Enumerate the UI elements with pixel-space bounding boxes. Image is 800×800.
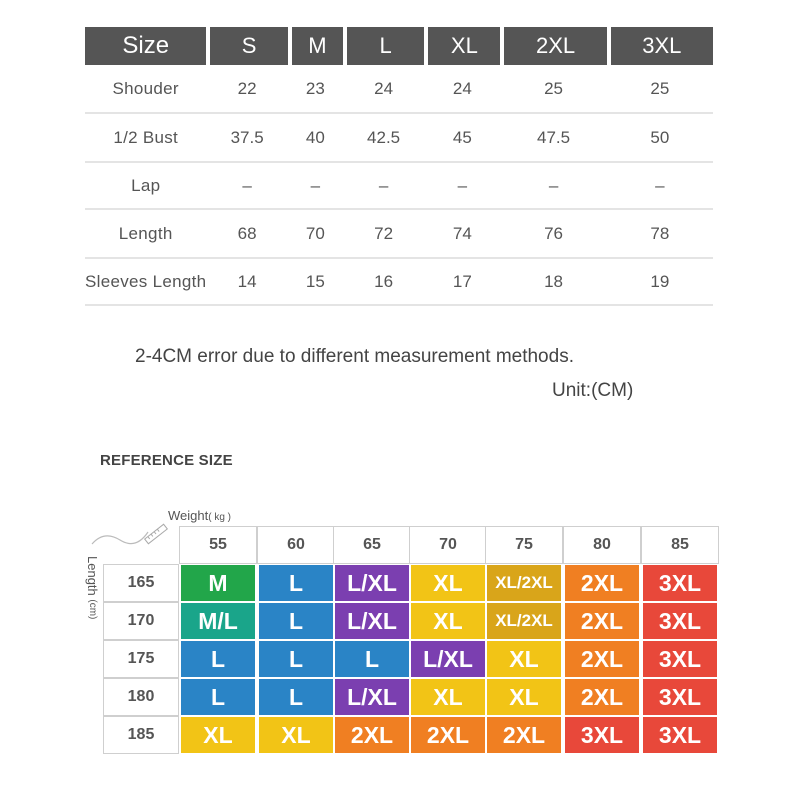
header-m: M — [288, 27, 343, 65]
unit-note: Unit:(CM) — [552, 380, 634, 401]
cell: 24 — [424, 65, 500, 114]
size-cell: L — [259, 603, 333, 639]
size-cell: 2XL — [335, 717, 409, 753]
cell: 37.5 — [206, 114, 287, 163]
size-cell: XL — [411, 565, 485, 601]
size-cell: 2XL — [565, 641, 639, 677]
size-cell: XL — [487, 679, 561, 715]
size-cell: XL — [411, 603, 485, 639]
size-cell: XL — [181, 717, 255, 753]
size-cell: 2XL — [565, 679, 639, 715]
cell: 47.5 — [500, 114, 606, 163]
header-3xl: 3XL — [607, 27, 713, 65]
cell: 72 — [343, 210, 424, 259]
cell: 14 — [206, 259, 287, 306]
size-cell: 3XL — [565, 717, 639, 753]
size-cell: XL — [411, 679, 485, 715]
cell: – — [607, 163, 713, 210]
size-table-header-row — [85, 27, 713, 65]
size-cell: L — [259, 641, 333, 677]
weight-header-85: 85 — [641, 526, 719, 564]
table-row-lap — [85, 163, 713, 210]
size-cell: 2XL — [487, 717, 561, 753]
weight-header-55: 55 — [179, 526, 257, 564]
cell: 15 — [288, 259, 343, 306]
size-cell: XL/2XL — [487, 603, 561, 639]
row-label: Shouder — [85, 65, 206, 114]
cell: 78 — [607, 210, 713, 259]
length-axis-label — [80, 556, 100, 619]
size-cell: 3XL — [643, 641, 717, 677]
cell: 24 — [343, 65, 424, 114]
size-cell: 2XL — [411, 717, 485, 753]
length-label-text: Length — [85, 556, 100, 596]
size-cell: 2XL — [565, 603, 639, 639]
size-cell: 3XL — [643, 603, 717, 639]
header-l: L — [343, 27, 424, 65]
row-label: Length — [85, 210, 206, 259]
weight-header-75: 75 — [485, 526, 563, 564]
size-cell: XL — [259, 717, 333, 753]
size-cell: 2XL — [565, 565, 639, 601]
table-row-length — [85, 210, 713, 259]
table-row-sleeves — [85, 259, 713, 306]
row-label: Lap — [85, 163, 206, 210]
cell: 40 — [288, 114, 343, 163]
size-cell: L/XL — [411, 641, 485, 677]
size-cell: L — [181, 679, 255, 715]
table-row-shoulder — [85, 65, 713, 114]
header-xl: XL — [424, 27, 500, 65]
cell: 42.5 — [343, 114, 424, 163]
weight-header-70: 70 — [409, 526, 487, 564]
cell: 76 — [500, 210, 606, 259]
weight-header-80: 80 — [563, 526, 641, 564]
cell: 25 — [607, 65, 713, 114]
size-cell: XL — [487, 641, 561, 677]
length-unit: (cm) — [87, 599, 98, 620]
weight-axis-label — [168, 508, 231, 523]
length-header-185: 185 — [103, 716, 179, 754]
size-cell: XL/2XL — [487, 565, 561, 601]
size-cell: L — [259, 565, 333, 601]
cell: – — [500, 163, 606, 210]
size-cell: L — [259, 679, 333, 715]
cell: – — [343, 163, 424, 210]
length-header-175: 175 — [103, 640, 179, 678]
cell: 18 — [500, 259, 606, 306]
header-2xl: 2XL — [500, 27, 606, 65]
size-cell: M — [181, 565, 255, 601]
table-row-bust — [85, 114, 713, 163]
reference-size-title: REFERENCE SIZE — [100, 452, 233, 469]
row-label: 1/2 Bust — [85, 114, 206, 163]
size-cell: L/XL — [335, 679, 409, 715]
cell: – — [288, 163, 343, 210]
header-size: Size — [85, 27, 206, 65]
size-cell: L — [335, 641, 409, 677]
cell: 50 — [607, 114, 713, 163]
cell: 45 — [424, 114, 500, 163]
size-cell: L/XL — [335, 603, 409, 639]
cell: – — [206, 163, 287, 210]
length-header-180: 180 — [103, 678, 179, 716]
size-cell: 3XL — [643, 565, 717, 601]
cell: 74 — [424, 210, 500, 259]
size-cell: L/XL — [335, 565, 409, 601]
cell: 23 — [288, 65, 343, 114]
cell: 22 — [206, 65, 287, 114]
error-note: 2-4CM error due to different measurement methods. — [135, 346, 574, 367]
cell: 19 — [607, 259, 713, 306]
cell: 16 — [343, 259, 424, 306]
size-table — [85, 27, 713, 306]
cell: 68 — [206, 210, 287, 259]
row-label: Sleeves Length — [85, 259, 206, 306]
weight-header-65: 65 — [333, 526, 411, 564]
size-cell: 3XL — [643, 679, 717, 715]
weight-label-text: Weight — [168, 508, 209, 523]
cell: 25 — [500, 65, 606, 114]
weight-unit: ( kg ) — [208, 512, 232, 523]
length-header-170: 170 — [103, 602, 179, 640]
size-cell: L — [181, 641, 255, 677]
cell: 17 — [424, 259, 500, 306]
size-cell: 3XL — [643, 717, 717, 753]
length-header-165: 165 — [103, 564, 179, 602]
reference-size-grid — [103, 526, 717, 756]
cell: 70 — [288, 210, 343, 259]
size-cell: M/L — [181, 603, 255, 639]
cell: – — [424, 163, 500, 210]
weight-header-60: 60 — [257, 526, 335, 564]
header-s: S — [206, 27, 287, 65]
